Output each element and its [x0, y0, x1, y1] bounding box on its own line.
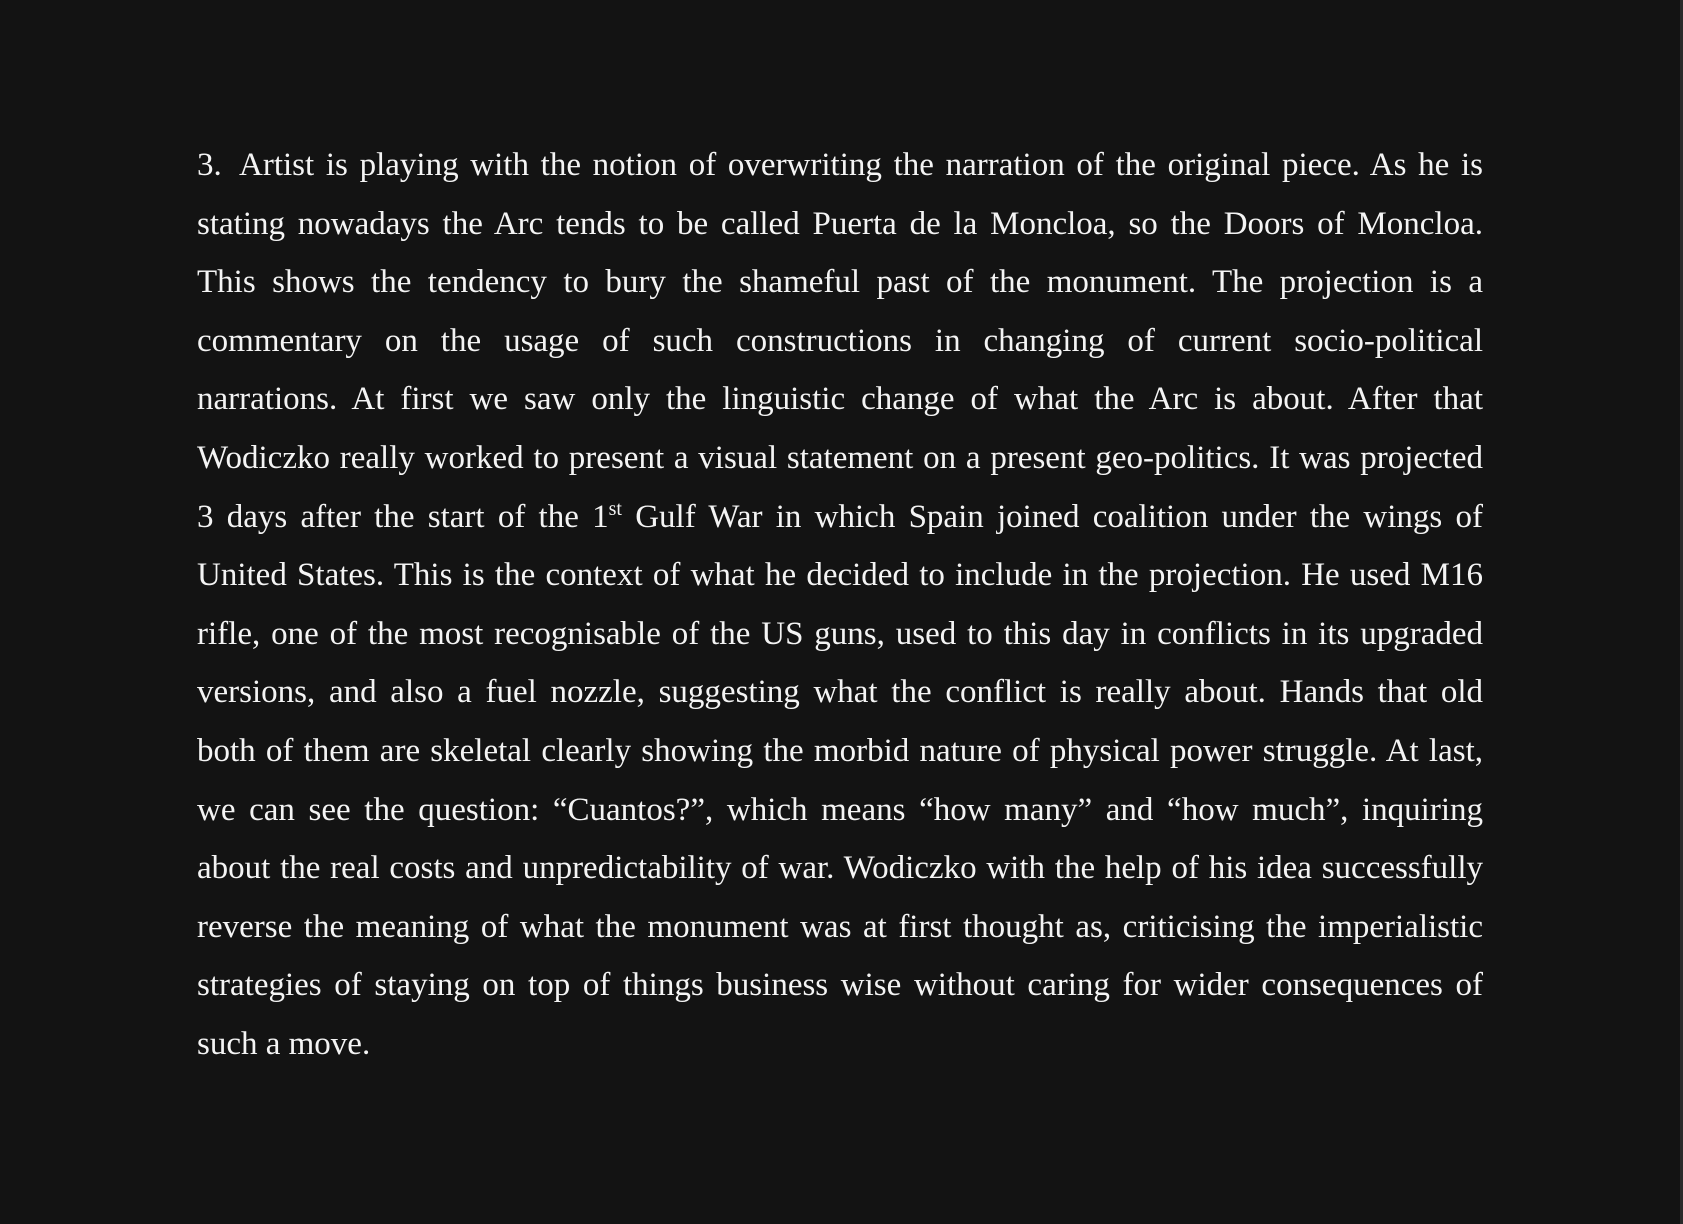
paragraph-line: United States. This is the context of what he decided to include in the projection. He used M16 — [197, 557, 1483, 594]
paragraph-line — [197, 136, 1483, 195]
paragraph-line-text: Artist is playing with the notion of overwriting the narration of the original piece. As he is — [239, 147, 1483, 183]
paragraph-line: Wodiczko really worked to present a visual statement on a present geo-politics. It was projected — [197, 439, 1483, 476]
paragraph-line: stating nowadays the Arc tends to be called Puerta de la Moncloa, so the Doors of Moncloa. — [197, 205, 1483, 242]
paragraph-line: versions, and also a fuel nozzle, suggesting what the conflict is really about. Hands that old — [197, 674, 1483, 711]
paragraph-line: rifle, one of the most recognisable of the US guns, used to this day in conflicts in its upgraded — [197, 615, 1483, 652]
paragraph-line — [197, 488, 1483, 547]
paragraph-line: This shows the tendency to bury the shameful past of the monument. The projection is a — [197, 264, 1483, 301]
body-paragraph — [197, 136, 1483, 1074]
paragraph-line: commentary on the usage of such constructions in changing of current socio-political — [197, 322, 1483, 359]
paragraph-line: strategies of staying on top of things business wise without caring for wider consequences of — [197, 967, 1483, 1004]
paragraph-line: both of them are skeletal clearly showing the morbid nature of physical power struggle. At last, — [197, 732, 1483, 769]
paragraph-line-text: Gulf War in which Spain joined coalition under the wings of — [621, 498, 1483, 535]
ordinal-superscript: st — [608, 497, 622, 520]
paragraph-line: about the real costs and unpredictability of war. Wodiczko with the help of his idea successfully — [197, 850, 1483, 887]
paragraph-line-last: such a move. — [197, 1025, 371, 1062]
paragraph-line: narrations. At first we saw only the linguistic change of what the Arc is about. After that — [197, 381, 1483, 418]
paragraph-line: reverse the meaning of what the monument was at first thought as, criticising the imperialistic — [197, 908, 1483, 945]
list-item-number: 3. — [197, 147, 222, 183]
paragraph-line: we can see the question: “Cuantos?”, which means “how many” and “how much”, inquiring — [197, 791, 1483, 828]
paragraph-line-text: 3 days after the start of the 1 — [197, 498, 609, 535]
